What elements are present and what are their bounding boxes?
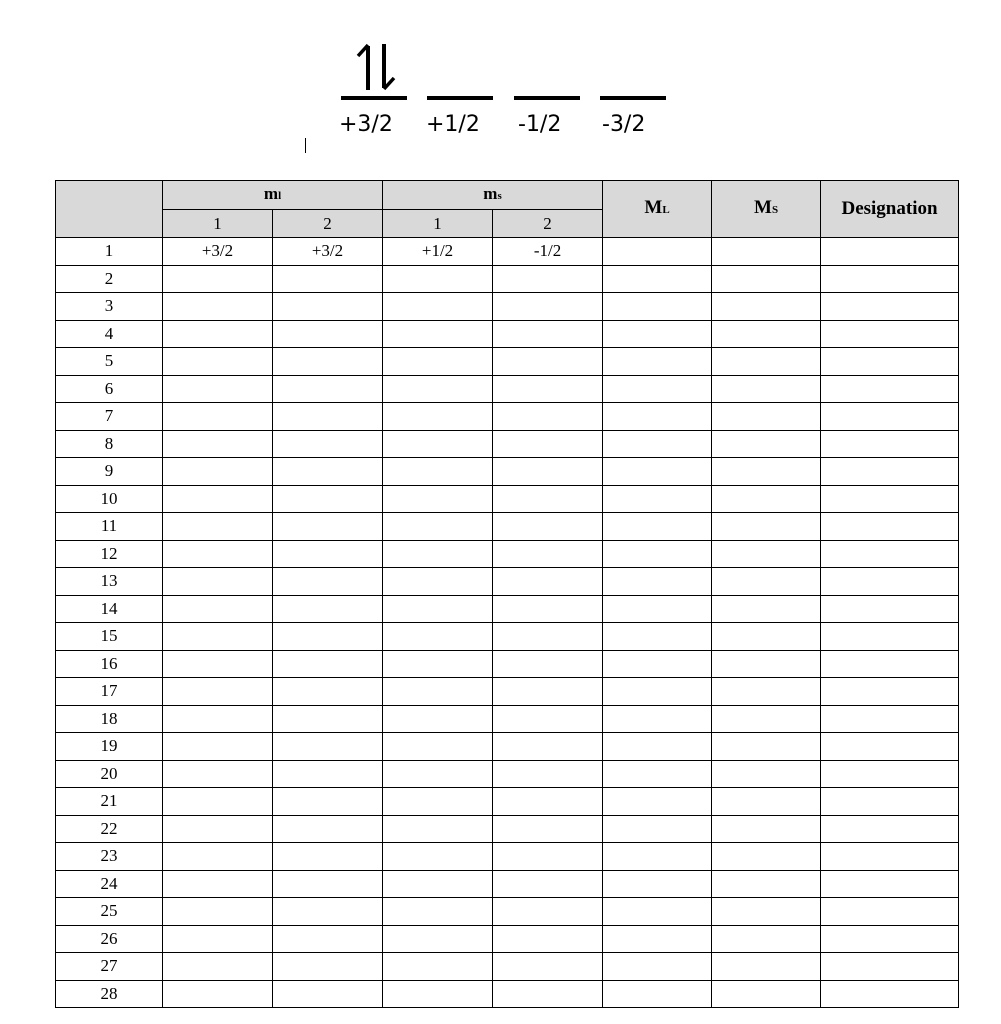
cell-ms1[interactable] bbox=[383, 403, 493, 431]
table-row bbox=[56, 980, 959, 1008]
cell-ML[interactable] bbox=[603, 293, 712, 321]
cell-ms1[interactable] bbox=[383, 870, 493, 898]
cell-ml1[interactable] bbox=[163, 705, 273, 733]
table-row bbox=[56, 705, 959, 733]
cell-ml2[interactable] bbox=[273, 595, 383, 623]
row-number: 21 bbox=[56, 788, 163, 816]
cell-MS[interactable] bbox=[712, 513, 821, 541]
cell-ML[interactable] bbox=[603, 788, 712, 816]
cell-ML[interactable] bbox=[603, 595, 712, 623]
cell-designation[interactable] bbox=[821, 788, 959, 816]
table-row bbox=[56, 843, 959, 871]
cell-ml2[interactable] bbox=[273, 485, 383, 513]
cell-ms2[interactable] bbox=[493, 265, 603, 293]
cell-MS[interactable] bbox=[712, 430, 821, 458]
cell-ml1[interactable] bbox=[163, 265, 273, 293]
microstate-table bbox=[55, 180, 959, 1008]
row-number: 25 bbox=[56, 898, 163, 926]
cell-ml1[interactable] bbox=[163, 678, 273, 706]
row-number: 13 bbox=[56, 568, 163, 596]
cell-ms1[interactable] bbox=[383, 540, 493, 568]
cell-designation[interactable] bbox=[821, 815, 959, 843]
cell-MS[interactable] bbox=[712, 678, 821, 706]
cell-ms1[interactable] bbox=[383, 980, 493, 1008]
cell-ml2[interactable] bbox=[273, 760, 383, 788]
cell-MS[interactable] bbox=[712, 898, 821, 926]
cell-ml1[interactable] bbox=[163, 788, 273, 816]
cell-designation[interactable] bbox=[821, 513, 959, 541]
cell-designation[interactable] bbox=[821, 843, 959, 871]
cell-ms2[interactable] bbox=[493, 458, 603, 486]
ml-sub-2: 2 bbox=[273, 210, 383, 238]
table-row bbox=[56, 348, 959, 376]
cell-designation[interactable] bbox=[821, 320, 959, 348]
cell-ms1[interactable] bbox=[383, 925, 493, 953]
table-body bbox=[56, 238, 959, 1008]
cell-ml2[interactable] bbox=[273, 953, 383, 981]
cell-designation[interactable] bbox=[821, 898, 959, 926]
table-row bbox=[56, 320, 959, 348]
cell-ML[interactable] bbox=[603, 348, 712, 376]
cell-ml1[interactable] bbox=[163, 513, 273, 541]
cell-ms2[interactable] bbox=[493, 403, 603, 431]
cell-ml1[interactable] bbox=[163, 760, 273, 788]
row-number: 6 bbox=[56, 375, 163, 403]
cell-ms2[interactable] bbox=[493, 815, 603, 843]
ms-sub-1: 1 bbox=[383, 210, 493, 238]
cell-ml1[interactable]: +3/2 bbox=[163, 238, 273, 266]
table-row bbox=[56, 650, 959, 678]
cell-ml2[interactable] bbox=[273, 403, 383, 431]
cell-ML[interactable] bbox=[603, 375, 712, 403]
cell-ml2[interactable] bbox=[273, 650, 383, 678]
cell-ml1[interactable] bbox=[163, 403, 273, 431]
cell-ms2[interactable] bbox=[493, 788, 603, 816]
ML-header: ML bbox=[603, 181, 712, 238]
cell-ms2[interactable] bbox=[493, 925, 603, 953]
orbital-line-3 bbox=[514, 96, 580, 100]
cell-ms1[interactable] bbox=[383, 348, 493, 376]
cell-ML[interactable] bbox=[603, 898, 712, 926]
orbital-diagram bbox=[0, 0, 1001, 170]
cell-MS[interactable] bbox=[712, 293, 821, 321]
cell-MS[interactable] bbox=[712, 485, 821, 513]
cell-MS[interactable] bbox=[712, 980, 821, 1008]
cell-ml1[interactable] bbox=[163, 980, 273, 1008]
cell-ml2[interactable] bbox=[273, 540, 383, 568]
ml-header: ml bbox=[163, 181, 383, 210]
table-row bbox=[56, 430, 959, 458]
cell-ml2[interactable] bbox=[273, 430, 383, 458]
cell-MS[interactable] bbox=[712, 348, 821, 376]
cell-ms2[interactable] bbox=[493, 595, 603, 623]
table-row bbox=[56, 265, 959, 293]
table-row bbox=[56, 238, 959, 266]
cell-ML[interactable] bbox=[603, 980, 712, 1008]
row-number: 24 bbox=[56, 870, 163, 898]
cell-ML[interactable] bbox=[603, 430, 712, 458]
cell-ms2[interactable] bbox=[493, 568, 603, 596]
table-row bbox=[56, 568, 959, 596]
cell-ms2[interactable] bbox=[493, 980, 603, 1008]
cell-ms1[interactable] bbox=[383, 293, 493, 321]
cell-ml2[interactable] bbox=[273, 843, 383, 871]
table-row bbox=[56, 458, 959, 486]
cell-designation[interactable] bbox=[821, 760, 959, 788]
cell-ms2[interactable]: -1/2 bbox=[493, 238, 603, 266]
cell-designation[interactable] bbox=[821, 403, 959, 431]
row-number: 22 bbox=[56, 815, 163, 843]
cell-ms2[interactable] bbox=[493, 320, 603, 348]
cell-ms2[interactable] bbox=[493, 843, 603, 871]
cell-MS[interactable] bbox=[712, 650, 821, 678]
row-number: 4 bbox=[56, 320, 163, 348]
cell-MS[interactable] bbox=[712, 265, 821, 293]
orbital-label-3: -1/2 bbox=[518, 112, 562, 137]
cell-MS[interactable] bbox=[712, 375, 821, 403]
cell-ml2[interactable] bbox=[273, 980, 383, 1008]
cell-ml2[interactable] bbox=[273, 265, 383, 293]
cell-ML[interactable] bbox=[603, 403, 712, 431]
MS-header: MS bbox=[712, 181, 821, 238]
cell-ms1[interactable] bbox=[383, 678, 493, 706]
cell-ML[interactable] bbox=[603, 953, 712, 981]
cell-ml2[interactable] bbox=[273, 815, 383, 843]
cell-ml2[interactable]: +3/2 bbox=[273, 238, 383, 266]
table-row bbox=[56, 953, 959, 981]
cell-MS[interactable] bbox=[712, 320, 821, 348]
cell-ml1[interactable] bbox=[163, 540, 273, 568]
table-row bbox=[56, 760, 959, 788]
table-row bbox=[56, 595, 959, 623]
cell-ML[interactable] bbox=[603, 815, 712, 843]
cell-ms1[interactable] bbox=[383, 953, 493, 981]
cell-designation[interactable] bbox=[821, 265, 959, 293]
row-number: 23 bbox=[56, 843, 163, 871]
orbital-line-2 bbox=[427, 96, 493, 100]
cell-ml1[interactable] bbox=[163, 348, 273, 376]
row-number: 2 bbox=[56, 265, 163, 293]
spin-pair-arrows-icon bbox=[344, 40, 408, 92]
cell-ml1[interactable] bbox=[163, 843, 273, 871]
cell-ms2[interactable] bbox=[493, 430, 603, 458]
cell-ml1[interactable] bbox=[163, 650, 273, 678]
cell-ML[interactable] bbox=[603, 678, 712, 706]
row-number: 16 bbox=[56, 650, 163, 678]
cell-ml2[interactable] bbox=[273, 623, 383, 651]
cell-ms1[interactable] bbox=[383, 568, 493, 596]
cell-ml2[interactable] bbox=[273, 898, 383, 926]
orbital-line-4 bbox=[600, 96, 666, 100]
cell-ms2[interactable] bbox=[493, 348, 603, 376]
cell-ms2[interactable] bbox=[493, 485, 603, 513]
cell-ml2[interactable] bbox=[273, 513, 383, 541]
cell-ms2[interactable] bbox=[493, 733, 603, 761]
table-row bbox=[56, 513, 959, 541]
cell-ml1[interactable] bbox=[163, 925, 273, 953]
cell-ml1[interactable] bbox=[163, 375, 273, 403]
cell-ms1[interactable] bbox=[383, 898, 493, 926]
cell-ms2[interactable] bbox=[493, 623, 603, 651]
cell-ML[interactable] bbox=[603, 568, 712, 596]
cell-ml1[interactable] bbox=[163, 815, 273, 843]
cell-ML[interactable] bbox=[603, 760, 712, 788]
cell-MS[interactable] bbox=[712, 540, 821, 568]
cell-MS[interactable] bbox=[712, 733, 821, 761]
cell-ms2[interactable] bbox=[493, 513, 603, 541]
cell-ms1[interactable] bbox=[383, 733, 493, 761]
cell-ml2[interactable] bbox=[273, 870, 383, 898]
row-number: 17 bbox=[56, 678, 163, 706]
cell-ms1[interactable] bbox=[383, 458, 493, 486]
cell-designation[interactable] bbox=[821, 568, 959, 596]
cell-ms2[interactable] bbox=[493, 953, 603, 981]
cell-MS[interactable] bbox=[712, 815, 821, 843]
text-cursor bbox=[305, 138, 306, 153]
cell-ml1[interactable] bbox=[163, 568, 273, 596]
cell-ms1[interactable] bbox=[383, 265, 493, 293]
row-number: 5 bbox=[56, 348, 163, 376]
cell-ml2[interactable] bbox=[273, 568, 383, 596]
cell-MS[interactable] bbox=[712, 595, 821, 623]
cell-ms1[interactable] bbox=[383, 320, 493, 348]
cell-ml1[interactable] bbox=[163, 898, 273, 926]
orbital-label-2: +1/2 bbox=[426, 112, 480, 137]
cell-ms1[interactable] bbox=[383, 650, 493, 678]
cell-ms2[interactable] bbox=[493, 650, 603, 678]
table-row bbox=[56, 293, 959, 321]
row-number: 19 bbox=[56, 733, 163, 761]
row-number-header bbox=[56, 181, 163, 238]
table-row bbox=[56, 733, 959, 761]
cell-ml2[interactable] bbox=[273, 925, 383, 953]
cell-designation[interactable] bbox=[821, 980, 959, 1008]
cell-ms1[interactable] bbox=[383, 513, 493, 541]
cell-ML[interactable] bbox=[603, 265, 712, 293]
cell-MS[interactable] bbox=[712, 953, 821, 981]
row-number: 7 bbox=[56, 403, 163, 431]
cell-designation[interactable] bbox=[821, 375, 959, 403]
cell-MS[interactable] bbox=[712, 760, 821, 788]
cell-ml1[interactable] bbox=[163, 623, 273, 651]
cell-ms2[interactable] bbox=[493, 898, 603, 926]
cell-ml2[interactable] bbox=[273, 293, 383, 321]
cell-designation[interactable] bbox=[821, 238, 959, 266]
cell-designation[interactable] bbox=[821, 705, 959, 733]
cell-ms2[interactable] bbox=[493, 705, 603, 733]
cell-ml1[interactable] bbox=[163, 458, 273, 486]
cell-ml1[interactable] bbox=[163, 430, 273, 458]
cell-ms2[interactable] bbox=[493, 870, 603, 898]
table-row bbox=[56, 403, 959, 431]
cell-ms1[interactable] bbox=[383, 485, 493, 513]
cell-designation[interactable] bbox=[821, 733, 959, 761]
row-number: 11 bbox=[56, 513, 163, 541]
orbital-label-4: -3/2 bbox=[602, 112, 646, 137]
cell-ms2[interactable] bbox=[493, 760, 603, 788]
row-number: 26 bbox=[56, 925, 163, 953]
cell-MS[interactable] bbox=[712, 870, 821, 898]
cell-ML[interactable] bbox=[603, 320, 712, 348]
table-row bbox=[56, 540, 959, 568]
cell-ml2[interactable] bbox=[273, 375, 383, 403]
cell-ms1[interactable] bbox=[383, 843, 493, 871]
row-number: 20 bbox=[56, 760, 163, 788]
cell-MS[interactable] bbox=[712, 623, 821, 651]
ms-header: ms bbox=[383, 181, 603, 210]
row-number: 9 bbox=[56, 458, 163, 486]
cell-ML[interactable] bbox=[603, 650, 712, 678]
table-row bbox=[56, 375, 959, 403]
cell-ml2[interactable] bbox=[273, 458, 383, 486]
cell-ML[interactable] bbox=[603, 540, 712, 568]
cell-ml2[interactable] bbox=[273, 705, 383, 733]
cell-ms1[interactable] bbox=[383, 760, 493, 788]
cell-designation[interactable] bbox=[821, 870, 959, 898]
cell-ML[interactable] bbox=[603, 238, 712, 266]
row-number: 14 bbox=[56, 595, 163, 623]
cell-ms2[interactable] bbox=[493, 540, 603, 568]
cell-ml2[interactable] bbox=[273, 733, 383, 761]
cell-ms2[interactable] bbox=[493, 375, 603, 403]
cell-designation[interactable] bbox=[821, 678, 959, 706]
cell-ml1[interactable] bbox=[163, 953, 273, 981]
cell-designation[interactable] bbox=[821, 458, 959, 486]
row-number: 10 bbox=[56, 485, 163, 513]
cell-ML[interactable] bbox=[603, 870, 712, 898]
cell-MS[interactable] bbox=[712, 403, 821, 431]
cell-ml2[interactable] bbox=[273, 348, 383, 376]
cell-ML[interactable] bbox=[603, 513, 712, 541]
cell-MS[interactable] bbox=[712, 705, 821, 733]
table-row bbox=[56, 788, 959, 816]
table-row bbox=[56, 815, 959, 843]
cell-ms1[interactable] bbox=[383, 623, 493, 651]
cell-ML[interactable] bbox=[603, 705, 712, 733]
cell-designation[interactable] bbox=[821, 623, 959, 651]
cell-ML[interactable] bbox=[603, 733, 712, 761]
table-row bbox=[56, 485, 959, 513]
cell-ML[interactable] bbox=[603, 925, 712, 953]
cell-designation[interactable] bbox=[821, 595, 959, 623]
cell-ml1[interactable] bbox=[163, 320, 273, 348]
cell-MS[interactable] bbox=[712, 843, 821, 871]
cell-ms2[interactable] bbox=[493, 678, 603, 706]
cell-ms1[interactable] bbox=[383, 815, 493, 843]
cell-designation[interactable] bbox=[821, 953, 959, 981]
cell-ML[interactable] bbox=[603, 843, 712, 871]
row-number: 12 bbox=[56, 540, 163, 568]
cell-ML[interactable] bbox=[603, 485, 712, 513]
table-row bbox=[56, 678, 959, 706]
orbital-label-1: +3/2 bbox=[339, 112, 393, 137]
table-row bbox=[56, 623, 959, 651]
cell-MS[interactable] bbox=[712, 238, 821, 266]
row-number: 15 bbox=[56, 623, 163, 651]
row-number: 3 bbox=[56, 293, 163, 321]
cell-MS[interactable] bbox=[712, 788, 821, 816]
cell-ms1[interactable] bbox=[383, 430, 493, 458]
table-row bbox=[56, 898, 959, 926]
table-row bbox=[56, 925, 959, 953]
cell-ML[interactable] bbox=[603, 458, 712, 486]
cell-designation[interactable] bbox=[821, 430, 959, 458]
cell-ml1[interactable] bbox=[163, 870, 273, 898]
cell-ml1[interactable] bbox=[163, 485, 273, 513]
cell-designation[interactable] bbox=[821, 540, 959, 568]
cell-designation[interactable] bbox=[821, 485, 959, 513]
designation-header: Designation bbox=[821, 181, 959, 238]
row-number: 8 bbox=[56, 430, 163, 458]
cell-ml2[interactable] bbox=[273, 788, 383, 816]
cell-ms1[interactable] bbox=[383, 375, 493, 403]
cell-designation[interactable] bbox=[821, 925, 959, 953]
cell-ML[interactable] bbox=[603, 623, 712, 651]
cell-designation[interactable] bbox=[821, 650, 959, 678]
cell-ml2[interactable] bbox=[273, 678, 383, 706]
row-number: 28 bbox=[56, 980, 163, 1008]
cell-ms1[interactable] bbox=[383, 595, 493, 623]
ms-sub-2: 2 bbox=[493, 210, 603, 238]
row-number: 27 bbox=[56, 953, 163, 981]
row-number: 1 bbox=[56, 238, 163, 266]
row-number: 18 bbox=[56, 705, 163, 733]
cell-ms2[interactable] bbox=[493, 293, 603, 321]
cell-ml1[interactable] bbox=[163, 293, 273, 321]
cell-ms1[interactable] bbox=[383, 788, 493, 816]
ml-sub-1: 1 bbox=[163, 210, 273, 238]
table-row bbox=[56, 870, 959, 898]
cell-MS[interactable] bbox=[712, 925, 821, 953]
cell-designation[interactable] bbox=[821, 348, 959, 376]
orbital-line-1 bbox=[341, 96, 407, 100]
cell-MS[interactable] bbox=[712, 458, 821, 486]
cell-designation[interactable] bbox=[821, 293, 959, 321]
cell-ms1[interactable]: +1/2 bbox=[383, 238, 493, 266]
cell-ml1[interactable] bbox=[163, 595, 273, 623]
cell-ms1[interactable] bbox=[383, 705, 493, 733]
cell-MS[interactable] bbox=[712, 568, 821, 596]
cell-ml1[interactable] bbox=[163, 733, 273, 761]
cell-ml2[interactable] bbox=[273, 320, 383, 348]
